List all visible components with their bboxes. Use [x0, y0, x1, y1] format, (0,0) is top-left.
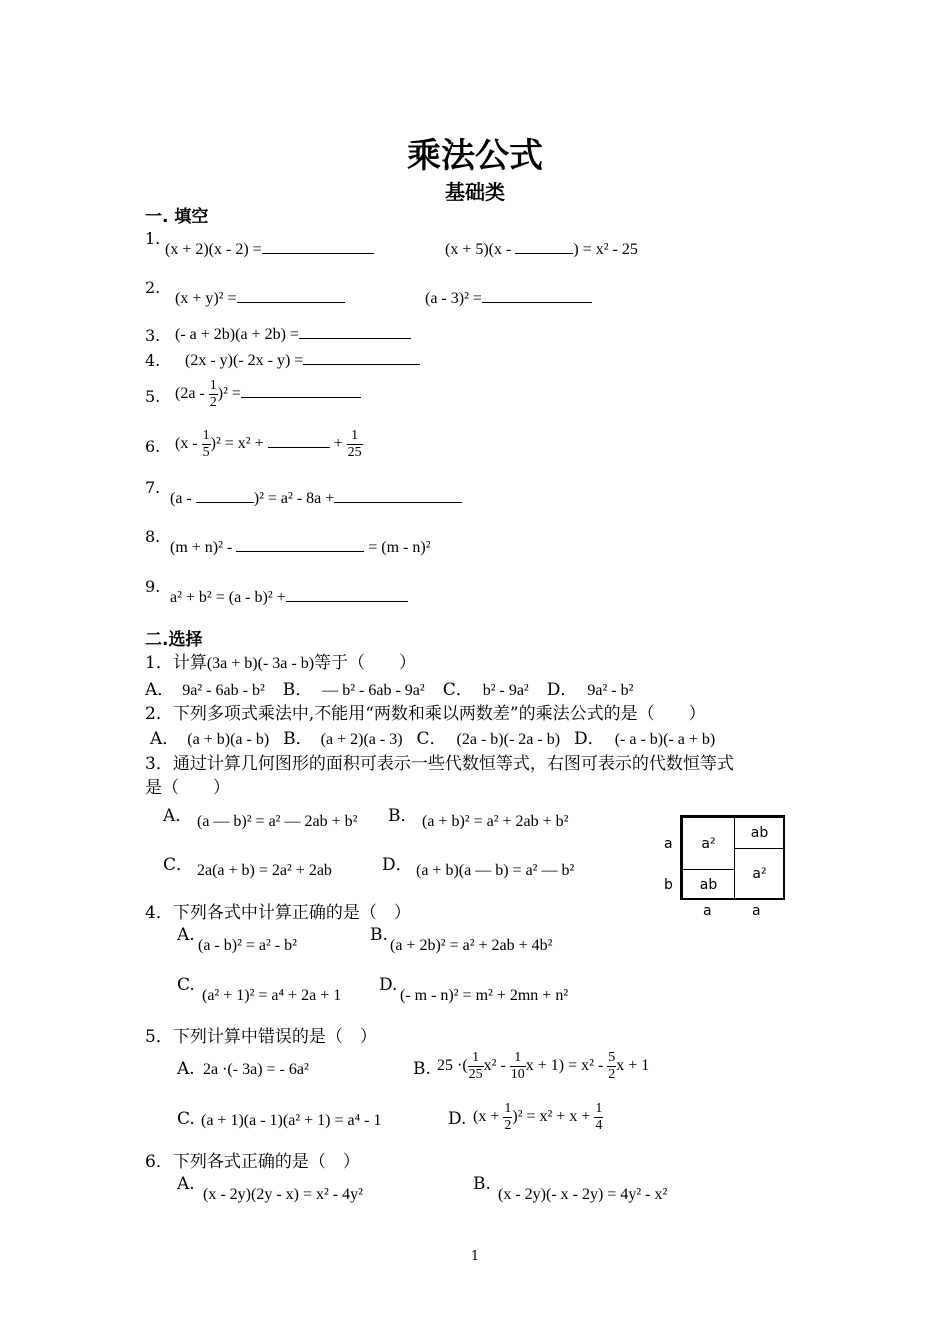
fill-8-expr: (m + n)² - = (m - n)² — [170, 539, 431, 556]
q3-stem-line2: 是（ ） — [145, 778, 230, 798]
figure-label-b-side: b — [664, 877, 673, 893]
q4-option-b: (a + 2b)² = a² + 2ab + 4b² — [390, 937, 553, 954]
q4-option-d-label: D. — [379, 975, 398, 995]
q5-option-c: (a + 1)(a - 1)(a² + 1) = a⁴ - 1 — [201, 1112, 382, 1129]
q6-option-a-label: A. — [177, 1174, 195, 1194]
fill-7-number: 7. — [145, 478, 161, 497]
q4-option-c-label: C. — [177, 975, 195, 995]
q4-option-c: (a² + 1)² = a⁴ + 2a + 1 — [202, 987, 342, 1004]
area-figure — [680, 815, 785, 900]
fill-1-expr-a: (x + 2)(x - 2) = — [165, 241, 374, 259]
fill-2-number: 2. — [145, 278, 161, 297]
section-choice: 二.选择 — [145, 630, 203, 650]
page-number: 1 — [470, 1249, 480, 1264]
q5-option-c-label: C. — [177, 1109, 195, 1129]
q3-option-a: (a — b)² = a² — 2ab + b² — [197, 813, 358, 830]
q5-option-a: 2a ·(- 3a) = - 6a² — [203, 1061, 309, 1078]
q4-option-b-label: B. — [370, 925, 388, 945]
q1-stem: 1．计算(3a + b)(- 3a - b)等于（ ） — [145, 653, 417, 673]
fill-3-number: 3. — [145, 326, 161, 345]
figure-cell-ab-left: ab — [682, 869, 735, 900]
fill-5-number: 5. — [145, 387, 161, 406]
q2-options: A． (a + b)(a - b) B． (a + 2)(a - 3) C． (2a - b)(- 2a - b) D． (- a - b)(- a + b) — [150, 729, 716, 749]
fill-6-expr: (x - $\frac{1}{5}$ )² = x² + + $\frac{1}{25}$ — [175, 428, 362, 460]
q5-option-d-label: D. — [448, 1109, 467, 1129]
q3-option-d-label: D． — [382, 855, 413, 875]
q4-option-d: (- m - n)² = m² + 2mn + n² — [400, 987, 569, 1004]
fill-9-number: 9. — [145, 577, 161, 596]
q6-option-a: (x - 2y)(2y - x) = x² - 4y² — [203, 1186, 363, 1203]
q5-option-b: 25 ·( $\frac{1}{25}$ x² - $\frac{1}{10}$ x + 1) = x² - $\frac{5}{2}$ x + 1 — [437, 1050, 650, 1082]
page-subtitle: 基础类 — [445, 180, 505, 204]
q6-option-b-label: B. — [473, 1174, 491, 1194]
q3-option-c-label: C． — [163, 855, 194, 875]
figure-label-a-bottom-2: a — [752, 903, 761, 919]
q6-stem: 6．下列各式正确的是（ ） — [145, 1152, 360, 1172]
q5-option-b-label: B. — [413, 1059, 431, 1079]
fill-2-expr-a: (x + y)² = — [175, 290, 345, 308]
q2-stem: 2．下列多项式乘法中,不能用“两数和乘以两数差”的乘法公式的是（ ） — [145, 704, 706, 724]
figure-cell-a2-left: a² — [682, 817, 735, 870]
fill-6-number: 6. — [145, 437, 161, 456]
figure-cell-ab-right: ab — [734, 817, 785, 849]
fill-2-expr-b: (a - 3)² = — [425, 290, 592, 308]
fill-1-expr-b: (x + 5)(x - ) = x² - 25 — [445, 241, 638, 258]
q5-option-d: (x + $\frac{1}{2}$ )² = x² + x + $\frac{1}{4}$ — [473, 1101, 603, 1133]
q6-option-b: (x - 2y)(- x - 2y) = 4y² - x² — [498, 1186, 668, 1203]
fill-8-number: 8. — [145, 527, 161, 546]
fill-5-expr: (2a - $\frac{1}{2}$ )² = — [175, 378, 361, 411]
section-fill-blank: 一. 填空 — [145, 207, 209, 227]
fill-4-number: 4. — [145, 351, 161, 370]
fill-9-expr: a² + b² = (a - b)² + — [170, 589, 408, 607]
q3-option-b: (a + b)² = a² + 2ab + b² — [422, 813, 569, 830]
figure-label-a-bottom-1: a — [703, 903, 712, 919]
fill-7-expr: (a - )² = a² - 8a + — [170, 490, 462, 508]
figure-label-a-side: a — [664, 836, 673, 852]
fill-4-expr: (2x - y)(- 2x - y) = — [185, 352, 420, 370]
q4-stem: 4．下列各式中计算正确的是（ ） — [145, 903, 411, 923]
q3-option-c: 2a(a + b) = 2a² + 2ab — [197, 862, 332, 879]
q3-option-a-label: A． — [163, 806, 193, 826]
q1-options: A． 9a² - 6ab - b² B． — b² - 6ab - 9a² C． b² - 9a² D． 9a² - b² — [145, 680, 634, 700]
fill-3-expr: (- a + 2b)(a + 2b) = — [175, 326, 411, 344]
q4-option-a-label: A. — [177, 925, 195, 945]
figure-cell-a2-right: a² — [734, 848, 785, 900]
q5-option-a-label: A. — [177, 1059, 195, 1079]
fill-1-number: 1. — [145, 229, 161, 248]
q3-stem-line1: 3．通过计算几何图形的面积可表示一些代数恒等式，右图可表示的代数恒等式 — [145, 754, 734, 774]
q3-option-b-label: B． — [388, 806, 418, 826]
page-title: 乘法公式 — [407, 136, 543, 176]
q5-stem: 5．下列计算中错误的是（ ） — [145, 1027, 377, 1047]
q4-option-a: (a - b)² = a² - b² — [198, 937, 297, 954]
q3-option-d: (a + b)(a — b) = a² — b² — [416, 862, 575, 879]
